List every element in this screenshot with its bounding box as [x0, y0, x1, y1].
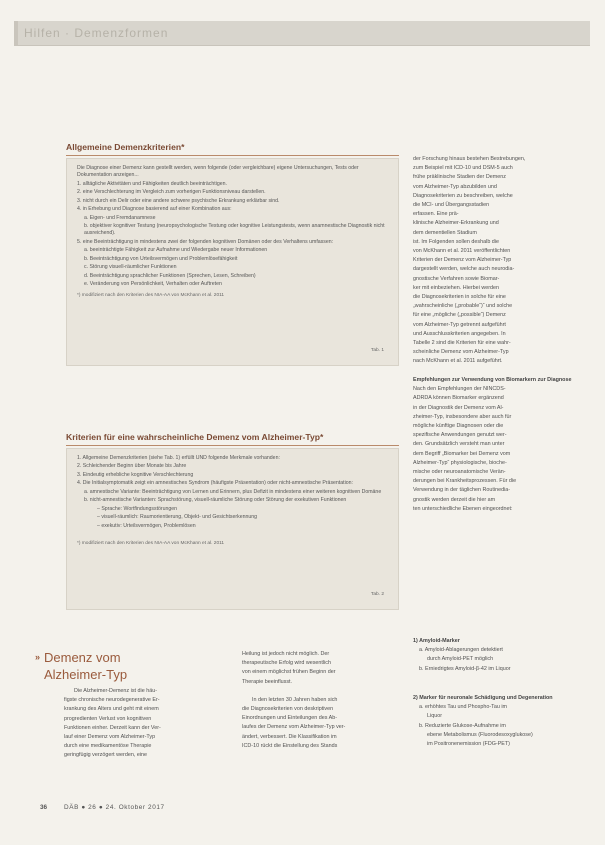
text-line: gnostik werden derzeit die hier am: [413, 496, 496, 503]
text-line: frühe präklinische Stadien der Demenz: [413, 174, 506, 181]
text-line: ist. Im Folgenden sollen deshalb die: [413, 238, 500, 245]
list-item: a. erhöhtes Tau und Phospho-Tau im: [419, 704, 508, 711]
text-line: krankung des Alters und geht mit einem: [64, 706, 159, 713]
text-line: in der Diagnostik der Demenz vom Al-: [413, 404, 504, 411]
box2-table-label: Tab. 2: [370, 592, 384, 597]
text-line: die Diagnosekriterien von deskriptiven: [242, 706, 334, 713]
text-line: ADRDA können Biomarker ergänzend: [413, 395, 504, 402]
text-line: zum Beispiel mit ICD-10 und DSM-5 auch: [413, 165, 513, 172]
text-line: geringfügig verzögert werden, eine: [64, 752, 148, 759]
box2-criteria: [66, 448, 399, 610]
box1-item: 3. nicht durch ein Delir oder eine andere schwere psychische Erkrankung erklärbar sind.: [77, 197, 280, 204]
text-line: Funktionen einher. Derzeit kann der Ver-: [64, 724, 161, 731]
text-line: spezifische Anwendungen genutzt wer-: [413, 432, 507, 439]
text-line: für eine „mögliche („possible“) Demenz: [413, 312, 506, 319]
text-line: „wahrscheinliche („probable“)“ und solche: [413, 303, 513, 310]
text-line: Heilung ist jedoch nicht möglich. Der: [242, 651, 330, 657]
box1-title: Allgemeine Demenzkriterien*: [66, 142, 185, 152]
page-number: 36: [40, 804, 48, 811]
text-line: vom Alzheimer-Typ getrennt aufgeführt: [413, 321, 506, 328]
text-spacer: [242, 687, 402, 696]
text-line: laufes der Demenz vom Alzheimer-Typ ver-: [242, 724, 346, 731]
right-column-list2: [413, 694, 573, 749]
text-line: die MCI- und Übergangsstadien: [413, 202, 490, 209]
box2-item: 2. Schleichender Beginn über Monate bis Jahre: [77, 463, 187, 470]
text-line: Einordnungen und Einteilungen des Ab-: [242, 715, 338, 722]
box2-item: b. nicht-amnestische Varianten: Sprachstörung, visuell-räumliche Störung oder Störung der exekutiven Funktionen: [84, 497, 347, 504]
text-line: figste chronische neurodegenerative Er-: [64, 697, 160, 704]
text-line: Diagnosekriterien zu beschreiben, welche: [413, 192, 513, 199]
box2-item: 1. Allgemeine Demenzkriterien (siehe Tab. 1) erfüllt UND folgende Merkmale vorhanden:: [77, 455, 280, 461]
text-line: ICD-10 rückt die Einstellung des Stands: [242, 742, 338, 749]
text-line: der Forschung hinaus bestehen Bestrebungen,: [413, 156, 526, 162]
text-line: dem dementiellen Stadium: [413, 229, 477, 236]
left-column-body-text: [64, 687, 222, 761]
box1-item: c. Störung visuell-räumlicher Funktionen: [84, 264, 177, 271]
text-line: Alzheimer-Typ“ physiologische, bioche-: [413, 459, 507, 466]
box2-title: Kriterien für eine wahrscheinliche Demenz vom Alzheimer-Typ*: [66, 432, 324, 442]
box2-item: – exekutiv: Urteilsvermögen, Problemlösen: [97, 522, 196, 529]
section-title: [44, 649, 194, 683]
list-item: durch Amyloid-PET möglich: [427, 656, 494, 663]
text-line: den. Grundsätzlich versteht man unter: [413, 441, 505, 448]
box1-item: 1. alltägliche Aktivitäten und Fähigkeiten deutlich beeinträchtigen.: [77, 180, 227, 187]
text-line: die Diagnosekriterien in solche für eine: [413, 294, 506, 301]
box1-intro: Die Diagnose einer Demenz kann gestellt werden, wenn folgende (oder vergleichbare) eigene Untersuchungen, Tests oder Dokumentation anzeigen...: [77, 165, 359, 179]
text-line: Tabelle 2 sind die Kriterien für eine wahr-: [413, 340, 511, 347]
box2-item: a. amnestische Variante: Beeinträchtigung von Lernen und Erinnern, plus Defizit in mindestens einer weiteren kognitiven Domäne: [84, 488, 382, 495]
box2-footnote: *) modifiziert nach den Kriterien des NIA-AA von McKhann et al. 2011: [77, 540, 225, 546]
list2-heading: 2) Marker für neuronale Schädigung und Degeneration: [413, 695, 553, 701]
text-line: ten unterschiedliche Ebenen eingeordnet:: [413, 505, 513, 512]
section-arrow-icon: »: [35, 652, 41, 662]
box1-item: a. beeinträchtigte Fähigkeit zur Aufnahme und Wiedergabe neuer Informationen: [84, 247, 268, 254]
text-line: nach McKhann et al. 2011 aufgeführt.: [413, 358, 503, 365]
list-item: b. Erniedrigtes Amyloid-β-42 im Liquor: [419, 665, 511, 672]
text-line: und Ausschlusskriterien angegeben. In: [413, 330, 506, 337]
text-line: Nach den Empfehlungen der NINCDS-: [413, 386, 506, 393]
right-column-biomarker-text: [413, 376, 573, 514]
box1-item: e. Veränderung von Persönlichkeit, Verhalten oder Auftreten: [84, 281, 222, 287]
journal-footer: DÄB ● 26 ● 24. Oktober 2017: [64, 804, 165, 811]
right-column-list1: [413, 637, 573, 674]
list1-heading: 1) Amyloid-Marker: [413, 638, 460, 644]
text-line: mische oder neuroanatomische Verän-: [413, 469, 506, 476]
box1-table-label: Tab. 1: [370, 348, 384, 353]
text-line: von einem möglichst frühen Beginn der: [242, 669, 336, 676]
box1-item: a. Eigen- und Fremdanamnese: [84, 214, 156, 221]
header-tab-marker: [14, 21, 18, 45]
text-line: durch eine medikamentöse Therapie: [64, 743, 152, 750]
text-line: dargestellt werden, welche auch neurodia-: [413, 266, 515, 273]
text-line: dem Begriff „Biomarker bei Demenz vom: [413, 450, 511, 457]
text-line: Kriterien der Demenz vom Alzheimer-Typ: [413, 257, 512, 264]
header-band-text: Hilfen · Demenzformen: [24, 26, 169, 40]
box1-item: 2. eine Verschlechterung im Vergleich zum vorherigen Funktionsniveau darstellen.: [77, 189, 266, 196]
list-item: a. Amyloid-Ablagerungen detektiert: [419, 647, 503, 654]
text-line: derungen bei Krankheitsprozessen. Für die: [413, 478, 517, 485]
text-line: von McKhann et al. 2011 veröffentlichten: [413, 248, 511, 255]
section-title-line: Demenz vom: [44, 650, 121, 665]
text-line: Die Alzheimer-Demenz ist die häu-: [74, 688, 157, 694]
text-line: vom Alzheimer-Typ abzubilden und: [413, 183, 497, 190]
text-line: klinische Alzheimer-Erkrankung und: [413, 220, 499, 227]
box1-item: b. objektiver kognitiver Testung (neuropsychologische Testung oder kognitive Leistungstests, wenn anamnestische Diagnostik nicht ausreichend).: [84, 223, 385, 237]
text-line: zheimer-Typ, insbesondere aber auch für: [413, 413, 512, 420]
box2-item: 3. Eindeutig erhebliche kognitive Verschlechterung: [77, 471, 194, 478]
text-line: therapeutische Erfolg wird wesentlich: [242, 660, 331, 667]
text-line: Therapie beeinflusst.: [242, 678, 293, 685]
box1-title-rule: [66, 155, 399, 156]
box1-item: 5. eine Beeinträchtigung in mindestens zwei der folgenden kognitiven Domänen oder des Verhaltens umfassen:: [77, 238, 334, 245]
box1-item: 4. in Erhebung und Diagnose basierend auf einer Kombination aus:: [77, 206, 232, 213]
text-line: progredienten Verlust von kognitiven: [64, 715, 152, 722]
header-band: [14, 21, 590, 46]
list-item: ebene Metabolismus (Fluorodesoxyglukose): [427, 731, 533, 738]
list-item: im Positronenemission (FDG-PET): [427, 741, 510, 748]
box1-footnote: *) modifiziert nach den Kriterien des NIA-AA von McKhann et al. 2011: [77, 293, 225, 299]
text-line: lauf einer Demenz vom Alzheimer-Typ: [64, 734, 156, 741]
list-item: Liquor: [427, 713, 442, 720]
right-column-top-text: [413, 155, 573, 367]
text-line: erfassen. Eine prä-: [413, 211, 459, 218]
middle-column-body-text: [242, 650, 402, 751]
text-line: ker mit einbeziehen. Hierbei werden: [413, 284, 499, 291]
text-line: ändert, verbessert. Die Klassifikation im: [242, 733, 337, 740]
box2-item: – visuell-räumlich: Raumorientierung, Objekt- und Gesichtserkennung: [97, 514, 258, 521]
list-item: b. Reduzierte Glukose-Aufnahme im: [419, 722, 506, 729]
biomarker-heading: Empfehlungen zur Verwendung von Biomarkern zur Diagnose: [413, 377, 572, 383]
section-title-line: Alzheimer-Typ: [44, 667, 128, 682]
text-line: scheinliche Demenz vom Alzheimer-Typ: [413, 349, 509, 356]
text-line: In den letzten 30 Jahren haben sich: [252, 696, 338, 703]
box2-item: 4. Die Initialsymptomatik zeigt ein amnestisches Syndrom (häufigste Präsentation) oder nicht-amnestische Präsentation:: [77, 480, 353, 487]
box2-title-rule: [66, 445, 399, 446]
text-line: Verwendung in der täglichen Routinedia-: [413, 487, 511, 494]
box1-item: d. Beeinträchtigung sprachlicher Funktionen (Sprechen, Lesen, Schreiben): [84, 272, 256, 279]
text-line: mögliche künftige Diagnosen oder die: [413, 423, 504, 430]
box1-item: b. Beeinträchtigung von Urteilsvermögen und Problemlösefähigkeit: [84, 255, 238, 262]
box2-item: – Sprache: Wortfindungsstörungen: [97, 505, 178, 512]
text-line: gnostische Verfahren sowie Biomar-: [413, 275, 500, 282]
box1-criteria: [66, 158, 399, 366]
